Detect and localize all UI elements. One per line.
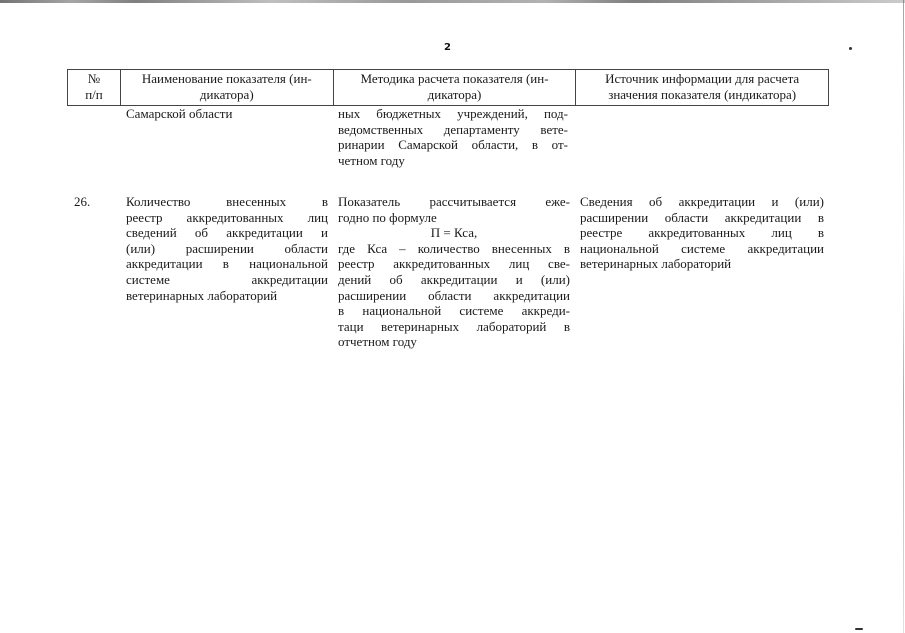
header-information-source [576,70,829,106]
header-number-line2: п/п [85,87,103,102]
header-method-line1: Методика расчета показателя (ин- [360,71,549,86]
text-line: дений об аккредитации и (или) [338,271,570,287]
text-line: реестре аккредитованных лиц в [580,225,824,241]
text-line: аккредитации в национальной [126,256,328,272]
header-source-line1: Источник информации для расчета [605,71,800,86]
scan-speck [849,47,852,50]
text-line: ведомственных департаменту вете- [338,121,568,137]
row-number-text: 26. [74,194,91,209]
header-source-line2: значения показателя (индикатора) [608,87,797,102]
text-line: системе аккредитации [126,271,328,287]
text-line: отчетном году [338,334,417,350]
header-indicator-name [120,70,333,106]
continuation-method-cell [338,106,568,168]
scan-edge-top [0,0,905,3]
formula: П = Кса, [430,225,478,241]
text-line: Показатель рассчитывается еже- [338,194,570,209]
text-line: Сведения об аккредитации и (или) [580,194,824,209]
header-number [68,70,121,106]
header-name-line2: дикатора) [199,87,254,102]
text-line: Самарской области [126,106,233,121]
text-line: Количество внесенных в [126,194,328,209]
row-number [74,194,114,210]
scan-edge-right [903,0,904,633]
indicator-table-header [67,69,829,106]
header-number-line1: № [87,71,101,86]
text-line: четном году [338,152,405,168]
continuation-name-cell [126,106,326,122]
header-calculation-method [333,70,576,106]
text-line: где Кса – количество внесенных в [338,240,570,256]
page-number: 2 [444,42,451,53]
text-line: ветеринарных лабораторий [126,287,278,303]
scan-speck [855,628,863,630]
text-line: (или) расширении области [126,240,328,256]
row-information-source-cell [580,194,824,272]
text-line: национальной системе аккредитации [580,240,824,256]
text-line: ринарии Самарской области, в от- [338,137,568,153]
text-line: годно по формуле [338,209,437,225]
text-line: расширении области аккредитации [338,287,570,303]
header-name-line1: Наименование показателя (ин- [141,71,312,86]
text-line: ных бюджетных учреждений, под- [338,106,568,121]
text-line: ветеринарных лабораторий [580,256,732,272]
row-indicator-name-cell [126,194,328,303]
text-line: сведений об аккредитации и [126,225,328,241]
text-line: реестр аккредитованных лиц све- [338,256,570,272]
text-line: в национальной системе аккреди- [338,303,570,319]
text-line: расширении области аккредитации в [580,209,824,225]
row-calculation-method-cell [338,194,570,350]
text-line: реестр аккредитованных лиц [126,209,328,225]
header-method-line2: дикатора) [427,87,482,102]
text-line: таци ветеринарных лабораторий в [338,318,570,334]
